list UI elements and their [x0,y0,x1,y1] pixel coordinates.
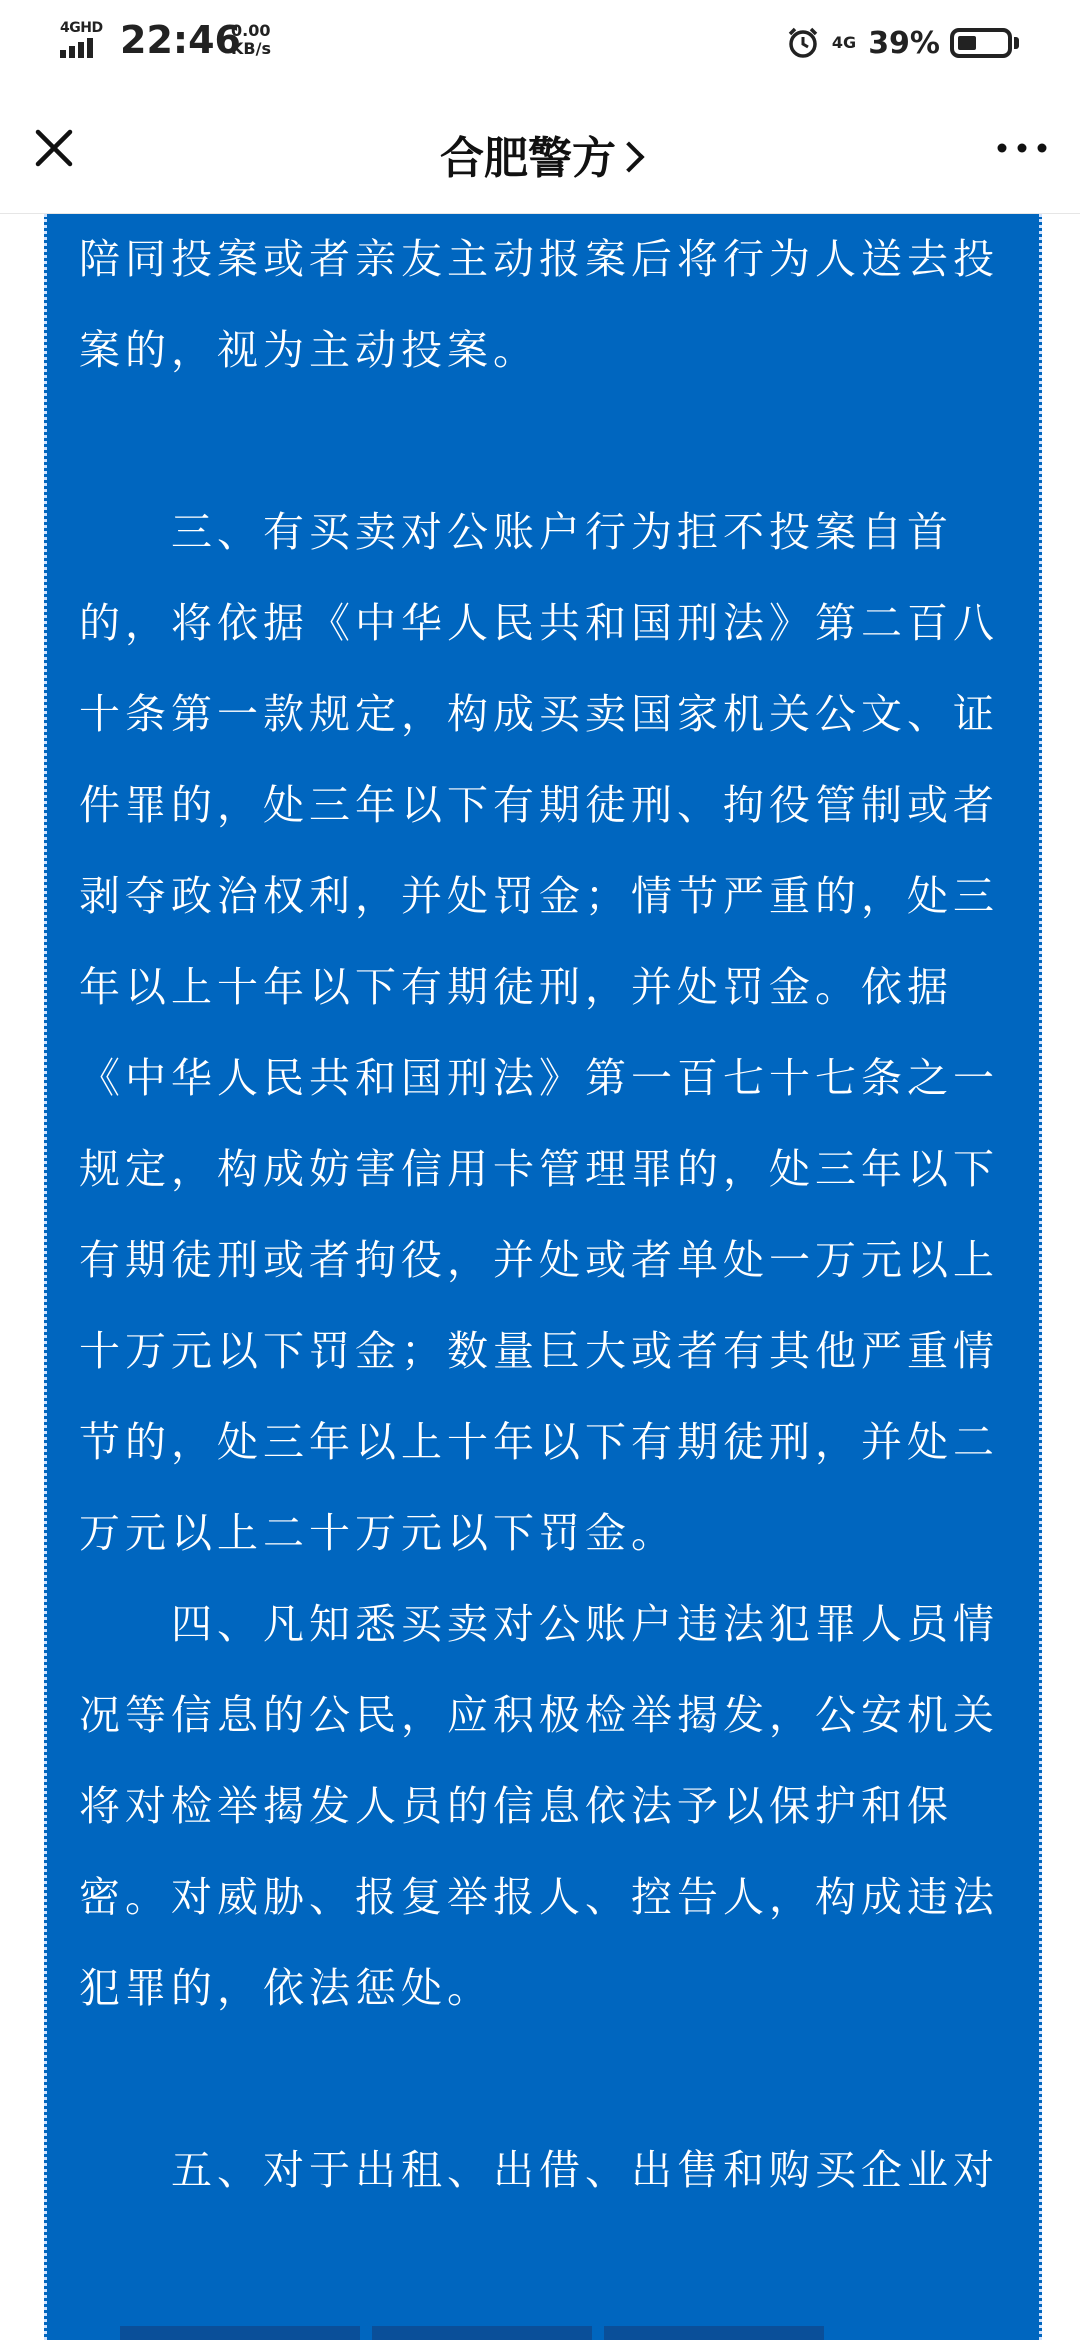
text-line: 犯罪的，依法惩处。 [79,1964,493,2012]
paragraph-4 [79,1579,1009,2034]
text-line: 年以上十年以下有期徒刑，并处罚金。依据 [79,963,953,1011]
text-line: 万元以上二十万元以下罚金。 [79,1509,677,1557]
text-line: 将对检举揭发人员的信息依法予以保护和保 [79,1782,953,1830]
text-line: 五、对于出租、出借、出售和购买企业对 [171,2146,999,2194]
text-line: 四、凡知悉买卖对公账户违法犯罪人员情 [171,1600,999,1648]
net-type: 4G [831,33,857,52]
text-line: 的，将依据《中华人民共和国刑法》第二百八 [79,599,999,647]
text-line: 十万元以下罚金；数量巨大或者有其他严重情 [79,1327,999,1375]
text-line: 规定，构成妨害信用卡管理罪的，处三年以下 [79,1145,999,1193]
text-line: 密。对威胁、报复举报人、控告人，构成违法 [79,1873,999,1921]
text-line: 况等信息的公民，应积极检举揭发，公安机关 [79,1691,999,1739]
bottom-table-edge [120,2326,980,2340]
article-panel [44,214,1042,2340]
network-tag: 4GHD [60,20,103,36]
text-line: 《中华人民共和国刑法》第一百七十七条之一 [79,1054,999,1102]
paragraph-5 [79,2125,1009,2216]
signal-icon [60,20,120,60]
alarm-icon [786,26,820,60]
account-name: 合肥警方 [440,133,616,184]
text-line: 案的，视为主动投案。 [79,326,539,374]
network-speed [231,22,271,58]
text-line: 件罪的，处三年以下有期徒刑、拘役管制或者 [79,781,999,829]
battery-percent: 39% [868,25,940,61]
text-line: 有期徒刑或者拘役，并处或者单处一万元以上 [79,1236,999,1284]
speed-value: 0.00 [231,21,271,40]
chevron-right-icon [613,141,644,172]
status-bar [0,0,1080,84]
battery-icon [950,26,1022,60]
text-line: 三、有买卖对公账户行为拒不投案自首 [171,508,953,556]
clock: 22:46 [120,18,241,62]
text-line: 十条第一款规定，构成买卖国家机关公文、证 [79,690,999,738]
nav-bar [0,84,1080,214]
paragraph-3 [79,487,1009,1579]
text-line: 陪同投案或者亲友主动报案后将行为人送去投 [79,235,999,283]
text-line: 节的，处三年以上十年以下有期徒刑，并处二 [79,1418,999,1466]
more-icon[interactable] [992,130,1052,166]
text-line: 剥夺政治权利，并处罚金；情节严重的，处三 [79,872,999,920]
account-title[interactable] [0,122,1080,186]
paragraph-2-tail [79,214,1009,396]
speed-unit: KB/s [231,39,271,58]
